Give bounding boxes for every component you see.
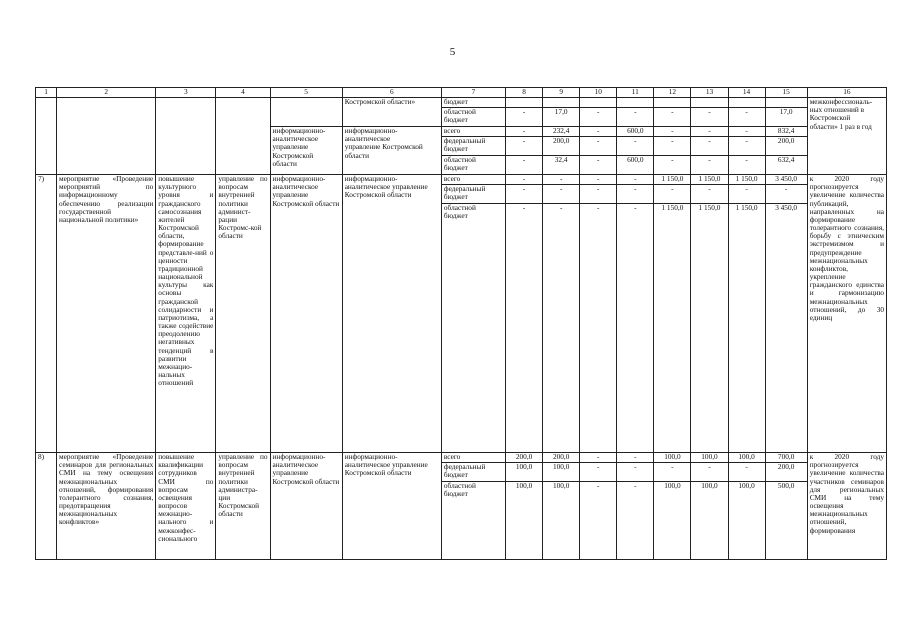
cell: 200,0: [765, 463, 807, 482]
cell: -: [617, 185, 654, 204]
cell: 200,0: [543, 453, 580, 463]
program-table: [35, 87, 887, 560]
col-header: 14: [728, 88, 765, 98]
page-number: 5: [449, 46, 456, 58]
col-header: 7: [441, 88, 505, 98]
cell: мероприятие «Проведение мероприятий по информационному обеспечению реализации государственной национальной политики»: [57, 175, 156, 453]
cell: повышение культурного уровня и гражданского самосознания жителей Костромской области, формирование представле-ний о ценности традиционной национальной культуры как основы гражданской солидарности и патриотизма, а также содействие преодолению негативных тенденций в развитии межнацио-нальных отношений: [156, 175, 216, 453]
cell: 600,0: [617, 127, 654, 137]
cell: -: [654, 127, 691, 137]
cell: 3 450,0: [765, 175, 807, 185]
cell: бюджет: [441, 98, 505, 108]
col-header: 4: [216, 88, 270, 98]
col-header: 1: [36, 88, 57, 98]
cell: 100,0: [691, 482, 728, 560]
cell: -: [654, 463, 691, 482]
cell: федеральный бюджет: [441, 137, 505, 156]
cell: 100,0: [543, 482, 580, 560]
cell: межконфессиональ- ных отношений в Костромской области» 1 раз в год: [807, 98, 886, 175]
cell: -: [506, 185, 543, 204]
cell: -: [506, 137, 543, 156]
cell: [543, 98, 580, 108]
table-row: [36, 175, 887, 185]
cell: 1 150,0: [691, 175, 728, 185]
cell: -: [580, 108, 617, 127]
cell: -: [617, 482, 654, 560]
cell: к 2020 году прогнозируется увеличение количества участников семинаров для региональных СМИ на тему освещения межнациональных отношений, формирования: [807, 453, 886, 560]
col-header: 13: [691, 88, 728, 98]
table-row: [36, 98, 887, 108]
cell: 100,0: [654, 453, 691, 463]
col-header: 16: [807, 88, 886, 98]
cell: 832,4: [765, 127, 807, 137]
cell: [654, 98, 691, 108]
cell: информационно- аналитическое управление Костромской области: [270, 127, 342, 175]
cell: 700,0: [765, 453, 807, 463]
col-header: 3: [156, 88, 216, 98]
cell: [216, 98, 270, 175]
cell: 1 150,0: [654, 175, 691, 185]
cell: -: [691, 185, 728, 204]
col-header: 6: [342, 88, 441, 98]
cell: [691, 98, 728, 108]
cell: -: [506, 156, 543, 175]
col-header: 5: [270, 88, 342, 98]
cell: 32,4: [543, 156, 580, 175]
cell: -: [543, 185, 580, 204]
cell: областной бюджет: [441, 156, 505, 175]
cell: федеральный бюджет: [441, 185, 505, 204]
cell: -: [580, 175, 617, 185]
cell: [270, 98, 342, 127]
cell: 232,4: [543, 127, 580, 137]
cell: 500,0: [765, 482, 807, 560]
cell: -: [728, 156, 765, 175]
cell: информационно- аналитическое управление Костромской области: [342, 127, 441, 175]
cell: -: [654, 156, 691, 175]
col-header: 12: [654, 88, 691, 98]
cell: -: [580, 185, 617, 204]
cell: -: [506, 204, 543, 453]
cell: 17,0: [765, 108, 807, 127]
cell: -: [728, 463, 765, 482]
cell: [728, 98, 765, 108]
cell: [765, 98, 807, 108]
cell: -: [580, 137, 617, 156]
cell: информационно-аналитическое управление Костромской области: [270, 453, 342, 560]
col-header: 8: [506, 88, 543, 98]
cell: 100,0: [543, 463, 580, 482]
cell: -: [617, 204, 654, 453]
cell: 200,0: [765, 137, 807, 156]
cell: -: [617, 108, 654, 127]
cell: -: [765, 185, 807, 204]
cell: -: [691, 156, 728, 175]
cell: -: [580, 482, 617, 560]
cell: [617, 98, 654, 108]
col-header: 15: [765, 88, 807, 98]
cell: -: [580, 156, 617, 175]
cell: всего: [441, 453, 505, 463]
cell: 8): [36, 453, 57, 560]
cell: -: [728, 137, 765, 156]
cell: -: [506, 108, 543, 127]
cell: 100,0: [728, 482, 765, 560]
cell: -: [728, 185, 765, 204]
cell: -: [691, 108, 728, 127]
cell: областной бюджет: [441, 482, 505, 560]
col-header: 10: [580, 88, 617, 98]
cell: 100,0: [654, 482, 691, 560]
cell: 17,0: [543, 108, 580, 127]
cell: 200,0: [543, 137, 580, 156]
cell: -: [543, 175, 580, 185]
cell: [36, 98, 57, 175]
cell: -: [654, 137, 691, 156]
cell: областной бюджет: [441, 108, 505, 127]
cell: повышение квалификации сотрудников СМИ по вопросам освещения вопросов межнацио-нального и межконфес-сионального: [156, 453, 216, 560]
cell: информационно-аналитическое управление Костромской области: [342, 175, 441, 453]
cell: -: [543, 204, 580, 453]
cell: -: [654, 108, 691, 127]
cell: 3 450,0: [765, 204, 807, 453]
col-header: 11: [617, 88, 654, 98]
cell: управление по вопросам внутренней политики админист-рации Костромс-кой области: [216, 175, 270, 453]
cell: 200,0: [506, 453, 543, 463]
cell: федеральный бюджет: [441, 463, 505, 482]
cell: -: [617, 463, 654, 482]
cell: -: [617, 453, 654, 463]
col-header: 2: [57, 88, 156, 98]
cell: -: [691, 463, 728, 482]
cell: [156, 98, 216, 175]
cell: [57, 98, 156, 175]
cell: -: [580, 204, 617, 453]
cell: -: [506, 127, 543, 137]
cell: -: [728, 108, 765, 127]
cell: всего: [441, 127, 505, 137]
cell: 600,0: [617, 156, 654, 175]
cell: 1 150,0: [728, 175, 765, 185]
cell: -: [691, 127, 728, 137]
cell: [506, 98, 543, 108]
cell: 632,4: [765, 156, 807, 175]
cell: информационно-аналитическое управление Костромской области: [270, 175, 342, 453]
cell: -: [580, 127, 617, 137]
cell: -: [506, 175, 543, 185]
cell: 100,0: [506, 482, 543, 560]
cell: 100,0: [506, 463, 543, 482]
cell: 100,0: [728, 453, 765, 463]
cell: -: [580, 453, 617, 463]
cell: -: [654, 185, 691, 204]
cell: -: [580, 463, 617, 482]
col-header: 9: [543, 88, 580, 98]
cell: 7): [36, 175, 57, 453]
table-row: [36, 453, 887, 463]
cell: [580, 98, 617, 108]
column-number-row: [36, 88, 887, 98]
cell: -: [728, 127, 765, 137]
cell: 1 150,0: [728, 204, 765, 453]
cell: -: [691, 137, 728, 156]
cell: областной бюджет: [441, 204, 505, 453]
cell: Костромской области»: [342, 98, 441, 127]
cell: -: [617, 175, 654, 185]
cell: -: [617, 137, 654, 156]
cell: мероприятие «Проведение семинаров для региональных СМИ на тему освещения межнациональных отношений, формирования толерантного сознания, предотвращения межнациональных конфликтов»: [57, 453, 156, 560]
cell: 100,0: [691, 453, 728, 463]
cell: информационно-аналитическое управление Костромской области: [342, 453, 441, 560]
cell: всего: [441, 175, 505, 185]
cell: управление по вопросам внутренней политики администра-ции Костромской области: [216, 453, 270, 560]
cell: 1 150,0: [654, 204, 691, 453]
cell: 1 150,0: [691, 204, 728, 453]
cell: к 2020 году прогнозируется увеличение количества публикаций, направленных на формирование толерантного сознания, борьбу с этническим экстремизмом и предупреждение межнациональных конфликтов, укрепление гражданского единства и гармонизацию межнациональных отношений, до 30 единиц: [807, 175, 886, 453]
